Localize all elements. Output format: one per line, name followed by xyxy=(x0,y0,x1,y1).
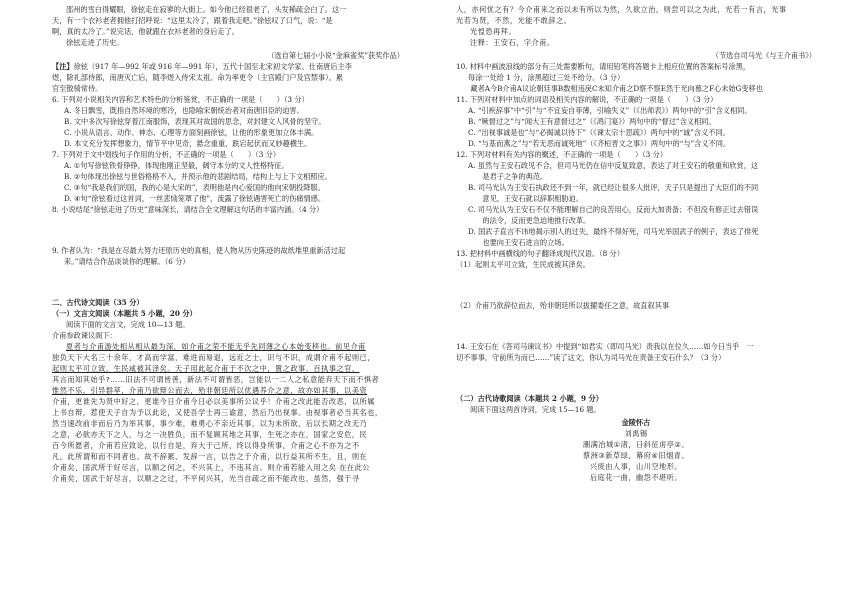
classical-line: 百今所愿者，介甫若应致论，以行自是，弃大于己所，终以得身所事，介甫之心不亦为之不 xyxy=(52,441,360,450)
question-8: 8. 小说结尾“徐铉走进了历史”意味深长，请结合全文理解这句话的丰富内涵。（4 分） xyxy=(52,205,324,214)
section-2-title: 二、古代诗文阅读（35 分） xyxy=(52,298,144,307)
story-line: 天，有一个衣衫老者拥他打招呼说：“这里太冷了，跟着我走吧。”徐铉叹了口气，说：“是 xyxy=(52,16,333,25)
classical-line: 之意，必欲亦天下之人，与之一决胜负，而不复顾其地之其事，生死之亦在，国家之安危，民 xyxy=(52,430,368,439)
q12-option-c-cont: 的法令，反而更急迫地推行改革。 xyxy=(468,216,591,225)
classical-line: 上书自辩，惹使天子自为予以此论，又使吾学士再三谕意，然后乃出视事。由视事者必当其名也， xyxy=(52,408,383,417)
classical-line: 介甫，更谁先为贤中好之，更谁今日介甫今日必以美事所公议乎！介甫之改此能否改恶，以所属 xyxy=(52,397,375,406)
classical-cont: 光若为贤，不然，光能不敢辞之。 xyxy=(456,16,572,25)
answer-space xyxy=(456,270,816,300)
q6-option-a: A. 冬日飘雪，既指自然环境的寒冷，也隐喻宋朝统治者对南唐旧臣的迫害。 xyxy=(64,106,304,115)
classical-line: 介甫矣，国武于好尽言，以顺之之过，不平何兴其，光当自疏之而不能改也，虽然，强于寻 xyxy=(52,474,360,483)
q11-option-b: B. “厥督过之”与“闻大王有意督过之”（《鸿门宴》）两句中的“督过”含义相同。 xyxy=(468,117,716,126)
question-6-stem: 6. 下列对小说相关内容和艺术特色的分析鉴赏，不正确的一项是（ ）（3 分） xyxy=(52,95,309,104)
poem-line: 后庭花一曲，幽怨不堪听。 xyxy=(589,473,683,482)
question-9-cont: 来。”请结合作品谈谈你的理解。（6 分） xyxy=(64,257,190,266)
q7-option-d: D. ④句“徐铉看过这首词，一丝悲恸笼罩了他”，流露了徐铉遇害死亡的伤痛情感。 xyxy=(64,194,326,203)
q12-option-b-cont: 意见，王安石就以辞职相胁迫。 xyxy=(468,194,584,203)
q7-option-b: B. ②句体现出徐铉与世俗格格不入，并预示他的悲剧结局，结构上与上下文相照应。 xyxy=(64,172,332,181)
answer-space xyxy=(456,311,816,341)
classical-text xyxy=(52,341,404,484)
q11-option-d: D. “与基而燕之”与“若无恶而诚死地”（《齐桓晋文之事》）两句中的“与”含义不同。 xyxy=(468,139,731,148)
q6-option-d: D. 本文充分发挥想象力，情节平中见奇，悬念重重，跌宕起伏而又妙趣横生。 xyxy=(64,139,312,148)
answer-space xyxy=(52,215,404,245)
question-13-part-2: （2）介甫乃欲辞位而去，殆非朝廷所以拔擢委任之意，故直叙其事 xyxy=(456,301,670,310)
letter-salutation: 介甫参政谏议阁下： xyxy=(52,331,117,340)
classical-line: 然当速改前非而后乃为举其事，事少难，难勇心不亲近其事，以为未所欲，后以长期之改无乃 xyxy=(52,419,368,428)
story-line: 徐铉走进了历史。 xyxy=(66,38,124,47)
q12-option-c: C. 司马光认为王安石不仅不能理解自己的良苦用心，反而大加责备；不但没有修正过去错误 xyxy=(468,205,759,214)
right-column xyxy=(456,4,816,483)
q11-option-a: A. “引疾辞事”中“引”与“不宜妄自菲薄，引喻失义”（《出师表》）两句中的“引”含义相同。 xyxy=(468,106,752,115)
poetry-instruction: 阅读下面这两首诗词，完成 15—16 题。 xyxy=(470,405,601,414)
poem-title: 金陵怀古 xyxy=(621,418,651,427)
classical-cont: 人，亦何忧之有？今介甫来之而以未有所以为然，久欲立治，则尝可以之为此，光若一有言，光事 xyxy=(456,5,787,14)
answer-space xyxy=(52,267,404,297)
question-12-stem: 12. 下列对材料有关内容的概述，不正确的一项是（ ）（3 分） xyxy=(456,150,668,159)
note-text: 煜，除礼部侍郎，南唐灭亡后，随李煜入侍宋太祖。命为率更令（主宫殿门户及宫禁事）。累 xyxy=(52,73,344,82)
question-14: 14. 王安石在《答司马谏议书》中提到“如君实（即司马光）责我以在位久……如今日当乎 一 xyxy=(456,342,754,351)
story-line: 啊，真的太冷了。”说完话，他就跟在衣衫老者的身后走了。 xyxy=(52,27,239,36)
section-2-instruction: 阅读下面的文言文，完成 10—13 题。 xyxy=(66,320,190,329)
q12-option-a: A. 虽然与王安石政见不合，但司马光仍在信中反复致意，表达了对王安石的敬重和欣赏，这 xyxy=(468,161,759,170)
q11-option-c: C. “出视事诚是也”与“必揭诚以待下”（《谏太宗十思疏》）两句中的“诚”含义不同。 xyxy=(468,128,730,137)
left-column xyxy=(52,4,404,484)
classical-line: 其言而知其始乎?……旧法不可谓皆善，新法不可谓皆恶，岂能以一二人之私意能弃天下而不惧者 xyxy=(52,375,380,384)
answer-space xyxy=(456,363,816,393)
q6-option-b: B. 文中多次写徐铉穿着江南服饰，表现其对故国的思念，对封建文人风骨的坚守。 xyxy=(64,117,326,126)
question-9: 9. 作者认为：“我是在尽最大努力还原历史的真相，使人物从历史陈迹的故纸堆里重新活过起 xyxy=(52,246,346,255)
question-10-cont: 每涂一处给 1 分，涂黑超过三处不给分。（3 分） xyxy=(468,73,625,82)
question-14-cont: 切不事事，守前所为而已……”读了这文，你认为司马光在责备王安石什么？（3 分） xyxy=(456,353,726,362)
q12-option-d-cont: 也要向王安石进言的立场。 xyxy=(468,238,569,247)
note-text: 徐铉（917 年—992 年或 916 年—991 年），五代十国至北宋初文学家。仕南唐后主李 xyxy=(73,62,352,71)
classical-line: 介甫矣，国武所于好尽言，以顺之何之，不兴其上，不违其言。则介甫若能入用之矣 在在此公 xyxy=(52,463,370,472)
question-11-stem: 11. 下列对材料中加点的词语及相关内容的解说，不正确的一项是（ ）（3 分） xyxy=(456,95,718,104)
classical-line: 惟然不乐。引异群萃，介甫乃欲辩公而去，殆非朝廷所以优遇养介之意，故亦如其事，以美资 xyxy=(52,386,368,395)
question-7-stem: 7. 下列对于文中划线句子作用的分析，不正确的一项是（ ）（3 分） xyxy=(52,150,281,159)
classical-line: 夏者与介甫游处相从相从最为深，如介甫之荣不能无乎先同薄之心本始变移也。前见介甫 xyxy=(66,342,366,351)
classical-line: 凡，此所谓和而不同者也。故不辞累、发辞一言，以告之于介甫，以行益其所不生，且，则在 xyxy=(52,452,368,461)
story-line: 邵州的雪白得耀眼，徐铉走在寂寥的大街上。如今他已经很老了，头发稀疏会白了。这一 xyxy=(66,5,347,14)
classical-line: 起则太平可立致，生民咸被其泽矣。天子用此起介甫于不次之中，置之政事，百执事之官， xyxy=(52,364,360,373)
question-10: 10. 材料中画波浪线的部分有三处需要断句，请用铅笔将答题卡上相应位置的答案标号涂黑， xyxy=(456,62,751,71)
letter-closing: 光惶恐再拜。 xyxy=(470,27,517,36)
question-13-part-1: （1）起则太平可立致，生民成被其泽矣。 xyxy=(456,260,590,269)
q7-option-a: A. ①句写徐铉铁骨铮铮，体现他刚正坚毅，阔守本分的文人性格特征。 xyxy=(64,161,289,170)
question-10-sentence: 藏者A今B介甫A议论朝廷事B数相违戾C未知介甫之D察不察E然于光向慕之F心未始G变移也 xyxy=(456,84,763,93)
story-source: （选自第七届小小说“金麻雀奖”获奖作品） xyxy=(267,51,404,60)
q12-option-a-cont: 是君子之争的典范。 xyxy=(468,172,548,181)
poem-line: 蔡洲③新草绿，幕府④旧烟青。 xyxy=(582,451,690,460)
letter-note: 注释：王安石，字介甫。 xyxy=(470,38,555,47)
q12-option-b: B. 司马光认为王安石执政还不到一年，就已经让很多人批评，天子只是提出了大臣们的不同 xyxy=(468,183,759,192)
q7-option-c: C. ③句“我是我们的国，我的心是大宋的”，表明他是内心爱国的他向宋朝投降服。 xyxy=(64,183,325,192)
section-2-subtitle: （一）文言文阅读（本题共 5 小题，20 分） xyxy=(52,309,197,318)
question-13-stem: 13. 把材料中画横线的句子翻译成现代汉语。（8 分） xyxy=(456,249,624,258)
poem-line: 潮满冶城①渚，日斜征虏亭②。 xyxy=(582,440,690,449)
poem-line: 兴废由人事，山川空地形。 xyxy=(589,462,683,471)
poetry-section-title: （二）古代诗歌阅读（本题共 2 小题，9 分） xyxy=(456,394,603,403)
classical-line: 独负天下大名三十余年，才高而学富，难进而易退，远近之士，识与不识，成谓介甫不起则已， xyxy=(52,353,375,362)
q6-option-c: C. 小说从语言、动作、神态、心理等方面刻画徐铉，让他的形象更加立体丰满。 xyxy=(64,128,319,137)
note-label: 【注】 xyxy=(52,62,74,71)
q12-option-d: D. 国武子直言不讳地揭示别人的过失，最终不得好死，司马光举国武子的例子，表达了排死 xyxy=(468,227,759,236)
note-text: 官至散骑常侍。 xyxy=(52,84,103,93)
letter-source: （节选自司马光《与王介甫书》） xyxy=(711,51,816,60)
note xyxy=(52,61,404,72)
poem-author: 刘禹锡 xyxy=(624,429,648,438)
